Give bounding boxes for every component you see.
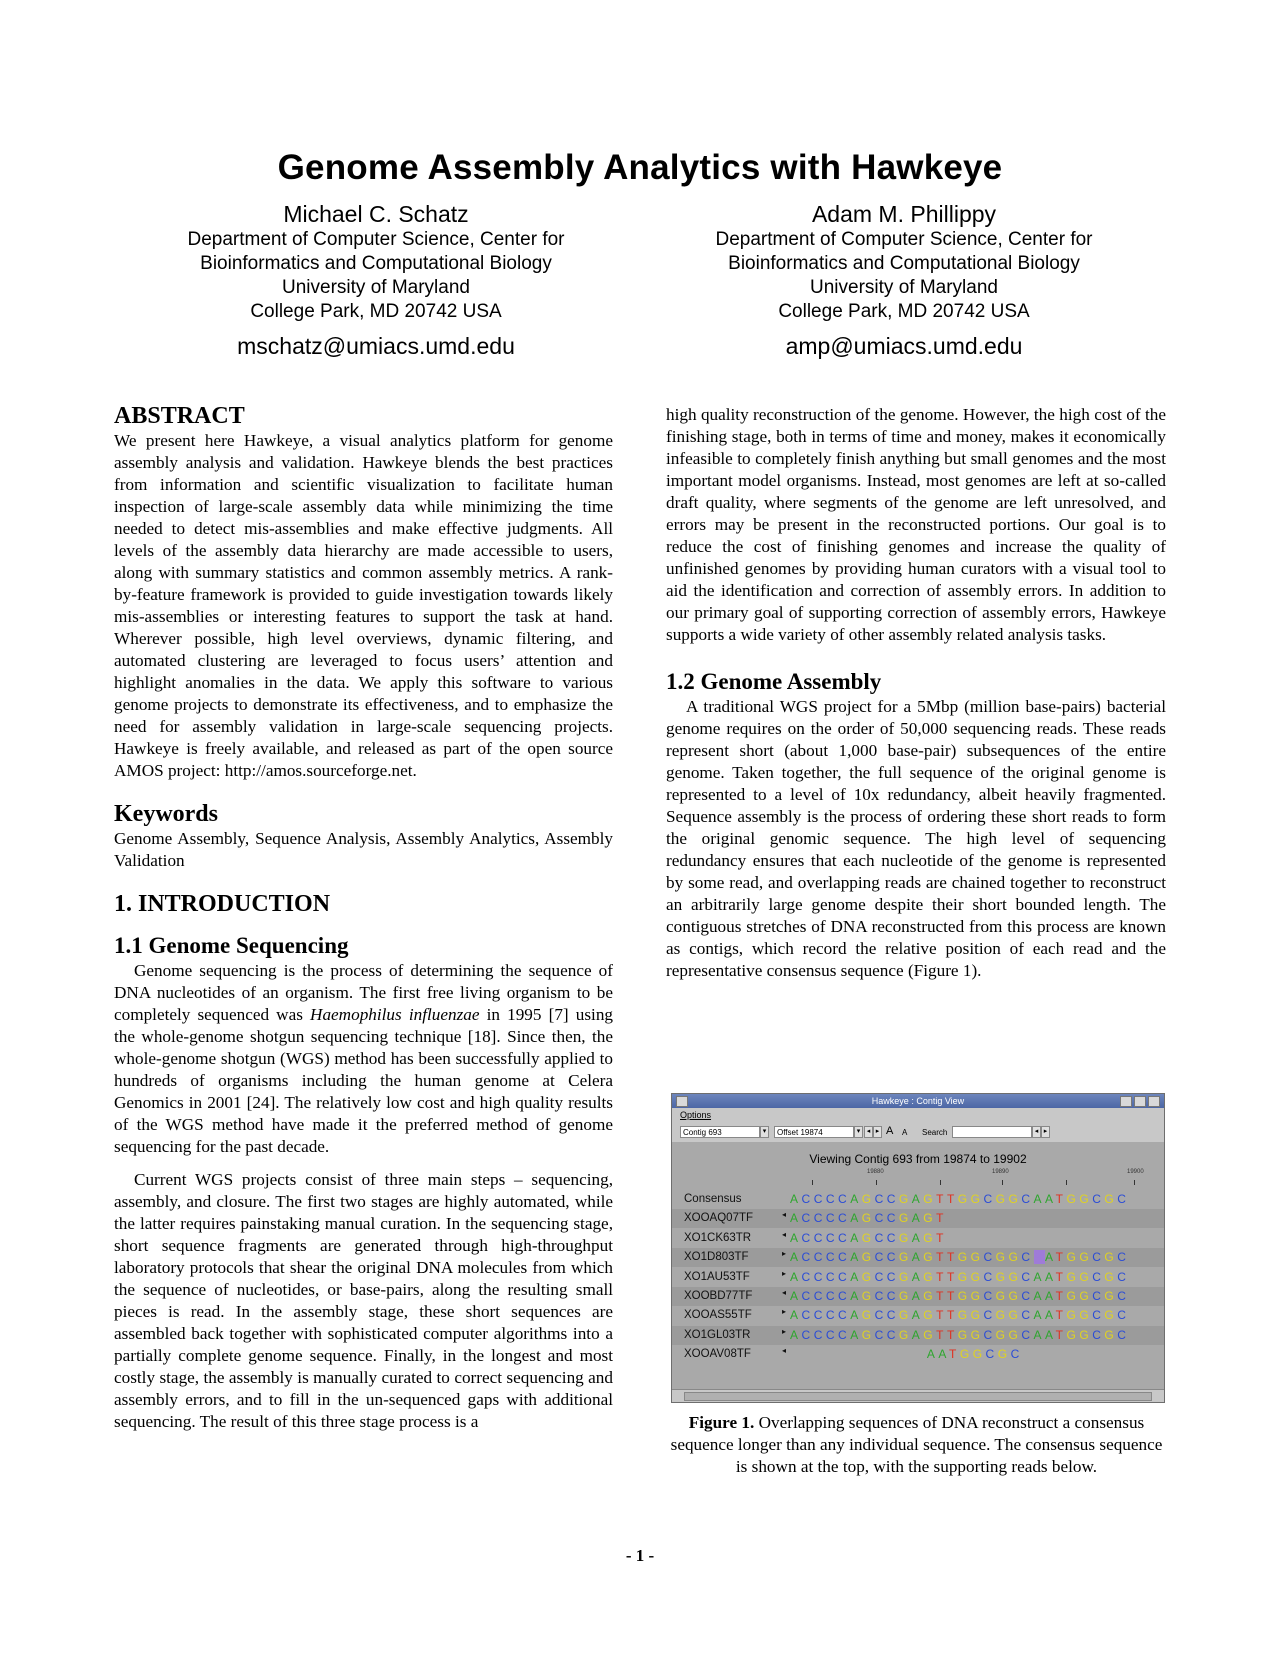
sequence-bases: ACCCCAGCCGAGT (790, 1230, 947, 1245)
affiliation-line: University of Maryland (810, 277, 998, 298)
section-heading: 1.1 Genome Sequencing (114, 933, 349, 958)
introduction-heading: 1. INTRODUCTION (114, 891, 331, 917)
affiliation-line: College Park, MD 20742 USA (778, 301, 1030, 322)
author-block (624, 200, 1184, 360)
caption-label: Figure 1. (688, 1413, 755, 1432)
read-name: XO1CK63TR (684, 1231, 752, 1244)
affiliation-line: Department of Computer Science, Center for (715, 229, 1093, 250)
sequence-bases: ACCCCAGCCGAGT (790, 1211, 947, 1226)
sequence-bases: ACCCCAGCCGAGTTGGCGGCAATGGCGC (790, 1289, 1130, 1303)
menu-options[interactable]: Options (680, 1110, 712, 1120)
author-block (96, 200, 656, 360)
contig-view-figure (671, 1093, 1165, 1403)
sequence-bases: ACCCCAGCCGAGTTGGCGGCAATGGCGC (790, 1192, 1130, 1206)
ruler-tick (940, 1180, 941, 1185)
keywords-text: Genome Assembly, Sequence Analysis, Assembly Analytics, Assembly Validation (114, 829, 613, 870)
font-larger-button[interactable]: A (886, 1125, 894, 1137)
scroll-right-icon[interactable]: ▸ (873, 1126, 882, 1138)
close-icon[interactable] (1148, 1096, 1160, 1107)
section-heading: 1.2 Genome Assembly (666, 669, 882, 694)
minimize-icon[interactable] (1120, 1096, 1132, 1107)
toolbar (672, 1122, 1164, 1143)
author-email: amp@umiacs.umd.edu (785, 333, 1023, 359)
ruler-tick (1134, 1180, 1135, 1185)
viewing-heading: Viewing Contig 693 from 19874 to 19902 (809, 1152, 1027, 1166)
read-direction-icon: ◂ (782, 1288, 787, 1297)
sequence-bases: AATGGCGC (926, 1347, 1023, 1362)
horizontal-scrollbar[interactable] (672, 1389, 1164, 1402)
affiliation-line: Bioinformatics and Computational Biology (728, 253, 1080, 274)
author-name: Adam M. Phillippy (811, 201, 997, 227)
search-prev-icon[interactable]: ◂ (1032, 1126, 1041, 1138)
affiliation-line: Department of Computer Science, Center for (187, 229, 565, 250)
offset-label: Offset (777, 1128, 799, 1137)
font-smaller-button[interactable]: A (902, 1128, 908, 1137)
keywords-heading: Keywords (114, 801, 218, 827)
read-name: Consensus (684, 1193, 742, 1205)
read-row[interactable] (672, 1287, 1164, 1306)
contig-spinner-icon[interactable]: ▾ (760, 1126, 769, 1138)
read-direction-icon: ◂ (782, 1210, 787, 1220)
caption-text: Overlapping sequences of DNA reconstruct a consensus sequence longer than any individual sequence. The consensus sequence is shown at the top, with the supporting reads below. (670, 1413, 1163, 1476)
search-next-icon[interactable]: ▸ (1041, 1126, 1050, 1138)
affiliation-line: College Park, MD 20742 USA (250, 301, 502, 322)
paragraph: high quality reconstruction of the genome. However, the high cost of the finishing stage, both in terms of time and money, makes it economically infeasible to completely finish anything but small genomes and the most important model organisms. Instead, most genomes are left at so-called draft quality, where segments of the genome are left unresolved, and errors may be present in the reconstructed portions. Our goal is to reduce the cost of finishing genomes and increase the quality of unfinished genomes by providing human curators with a visual tool to aid the identification and correction of assembly errors. In addition to our primary goal of supporting correction of assembly errors, Hawkeye supports a wide variety of other assembly related analysis tasks. (666, 405, 1166, 644)
consensus-row[interactable] (672, 1190, 1164, 1209)
scrollbar-thumb[interactable] (684, 1392, 1152, 1401)
read-name: XOOAS55TF (684, 1309, 752, 1322)
abstract-heading: ABSTRACT (114, 403, 245, 429)
figure-caption (664, 1412, 1169, 1478)
ruler-label: 19900 (1127, 1169, 1144, 1175)
sequence-bases: ACCCCAGCCGAGTTGGCGGCAATGGCGC (790, 1250, 1130, 1265)
search-label: Search (922, 1128, 948, 1137)
paragraph-text: Genome sequencing is the process of determining the sequence of DNA nucleotides of an organism. The first free living organism to be completely sequenced was (114, 961, 613, 1024)
read-direction-icon: ▸ (782, 1307, 787, 1317)
offset-field[interactable] (774, 1126, 854, 1138)
left-column (114, 402, 613, 1433)
read-direction-icon: ▸ (782, 1268, 787, 1278)
search-input[interactable] (952, 1126, 1032, 1138)
paragraph: Current WGS projects consist of three main steps – sequencing, assembly, and closure. The first two stages are highly automated, while the latter requires painstaking manual curation. In the sequencing stage, short sequence fragments are generated through high-throughput laboratory protocols that shear the original DNA molecules from which the sequence of nucleotides, or base-pairs, along the resulting small pieces is read. In the assembly stage, these short sequences are assembled back together with sophisticated computer algorithms into a partially complete genome sequence. Finally, in the longest and most costly stage, the assembly is manually curated to correct sequencing and assembly errors, and to fill in the un-sequenced gaps with additional sequencing. The result of this three stage process is a (114, 1170, 613, 1431)
read-row[interactable] (672, 1345, 1164, 1364)
ruler-label: 19880 (867, 1169, 884, 1175)
read-direction-icon: ▸ (782, 1249, 787, 1259)
read-direction-icon: ◂ (782, 1346, 787, 1356)
read-name: XO1D803TF (684, 1251, 749, 1264)
read-direction-icon: ▸ (782, 1326, 787, 1336)
contig-field[interactable] (680, 1126, 760, 1138)
contig-value: 693 (708, 1128, 722, 1137)
read-name: XO1AU53TF (684, 1270, 750, 1283)
ruler-tick (876, 1180, 877, 1185)
ruler-tick (812, 1180, 813, 1185)
affiliation-line: University of Maryland (282, 277, 470, 298)
sequence-bases: ACCCCAGCCGAGTTGGCGGCAATGGCGC (790, 1327, 1130, 1342)
species-name: Haemophilus influenzae (310, 1005, 480, 1024)
paragraph (114, 960, 613, 1158)
window-menu-icon[interactable] (676, 1096, 688, 1107)
menu-bar (672, 1108, 1164, 1122)
read-row[interactable] (672, 1248, 1164, 1267)
sequence-bases: ACCCCAGCCGAGTTGGCGGCAATGGCGC (790, 1308, 1130, 1323)
author-name: Michael C. Schatz (283, 201, 469, 227)
read-row[interactable] (672, 1306, 1164, 1325)
read-row[interactable] (672, 1209, 1164, 1228)
right-column (666, 404, 1166, 982)
read-name: XOOAQ07TF (684, 1212, 754, 1225)
author-email: mschatz@umiacs.umd.edu (237, 333, 515, 359)
scroll-left-icon[interactable]: ◂ (864, 1126, 873, 1138)
ruler-tick (1066, 1180, 1067, 1185)
paper-title: Genome Assembly Analytics with Hawkeye (277, 148, 1003, 187)
sequence-bases: ACCCCAGCCGAGTTGGCGGCAATGGCGC (790, 1269, 1130, 1284)
contig-viewport (672, 1142, 1164, 1389)
maximize-icon[interactable] (1134, 1096, 1146, 1107)
window-titlebar (672, 1094, 1164, 1108)
read-row[interactable] (672, 1229, 1164, 1248)
read-name: XO1GL03TR (684, 1328, 751, 1341)
ruler-tick (1002, 1180, 1003, 1185)
read-direction-icon: ◂ (782, 1229, 787, 1239)
paragraph-text: in 1995 [7] using the whole-genome shotgun sequencing technique [18]. Since then, the whole-genome shotgun (WGS) method has been successfully applied to hundreds of organisms including the human genome at Celera Genomics in 2001 [24]. The relatively low cost and high quality results of the WGS method have made it the preferred method of genome sequencing for the past decade. (114, 1005, 614, 1156)
page-number: - 1 - (625, 1546, 655, 1565)
abstract-text: We present here Hawkeye, a visual analytics platform for genome assembly analysis and validation. Hawkeye blends the best practices from information and scientific visualization to facilitate human inspection of large-scale assembly data while minimizing the time needed to detect mis-assemblies and make effective judgments. All levels of the assembly data hierarchy are made accessible to users, along with summary statistics and common assembly metrics. A rank-by-feature framework is provided to guide investigation towards likely mis-assemblies or interesting features to support the task at hand. Wherever possible, high level overviews, dynamic filtering, and automated clustering are leveraged to focus users’ attention and highlight anomalies in the data. We apply this software to various genome projects to demonstrate its effectiveness, and to emphasize the need for assembly validation in large-scale sequencing projects. Hawkeye is freely available, and released as part of the open source AMOS project: http://amos.sourceforge.net. (114, 431, 613, 780)
read-name: XOOAV08TF (684, 1348, 751, 1361)
contig-label: Contig (683, 1128, 707, 1137)
read-name: XOOBD77TF (684, 1290, 753, 1302)
read-row[interactable] (672, 1268, 1164, 1287)
window-title: Hawkeye : Contig View (871, 1096, 965, 1106)
ruler-label: 19890 (992, 1169, 1009, 1175)
read-row[interactable] (672, 1326, 1164, 1345)
offset-spinner-icon[interactable]: ▾ (854, 1126, 863, 1138)
offset-value: 19874 (800, 1128, 823, 1137)
affiliation-line: Bioinformatics and Computational Biology (200, 253, 552, 274)
paragraph: A traditional WGS project for a 5Mbp (million base-pairs) bacterial genome requires on the order of 50,000 sequencing reads. These reads represent short (about 1,000 base-pair) subsequences of the entire genome. Taken together, the full sequence of the original genome is represented to a level of 10x redundancy, albeit heavily fragmented. Sequence assembly is the process of ordering these short reads to form the original genomic sequence. The high level of sequencing redundancy ensures that each nucleotide of the genome is represented by some read, and overlapping reads are chained together to reconstruct an arbitrarily large genome despite their short bounded length. The contiguous stretches of DNA reconstructed from this process are known as contigs, which record the relative position of each read and the representative consensus sequence (Figure 1). (666, 697, 1166, 980)
